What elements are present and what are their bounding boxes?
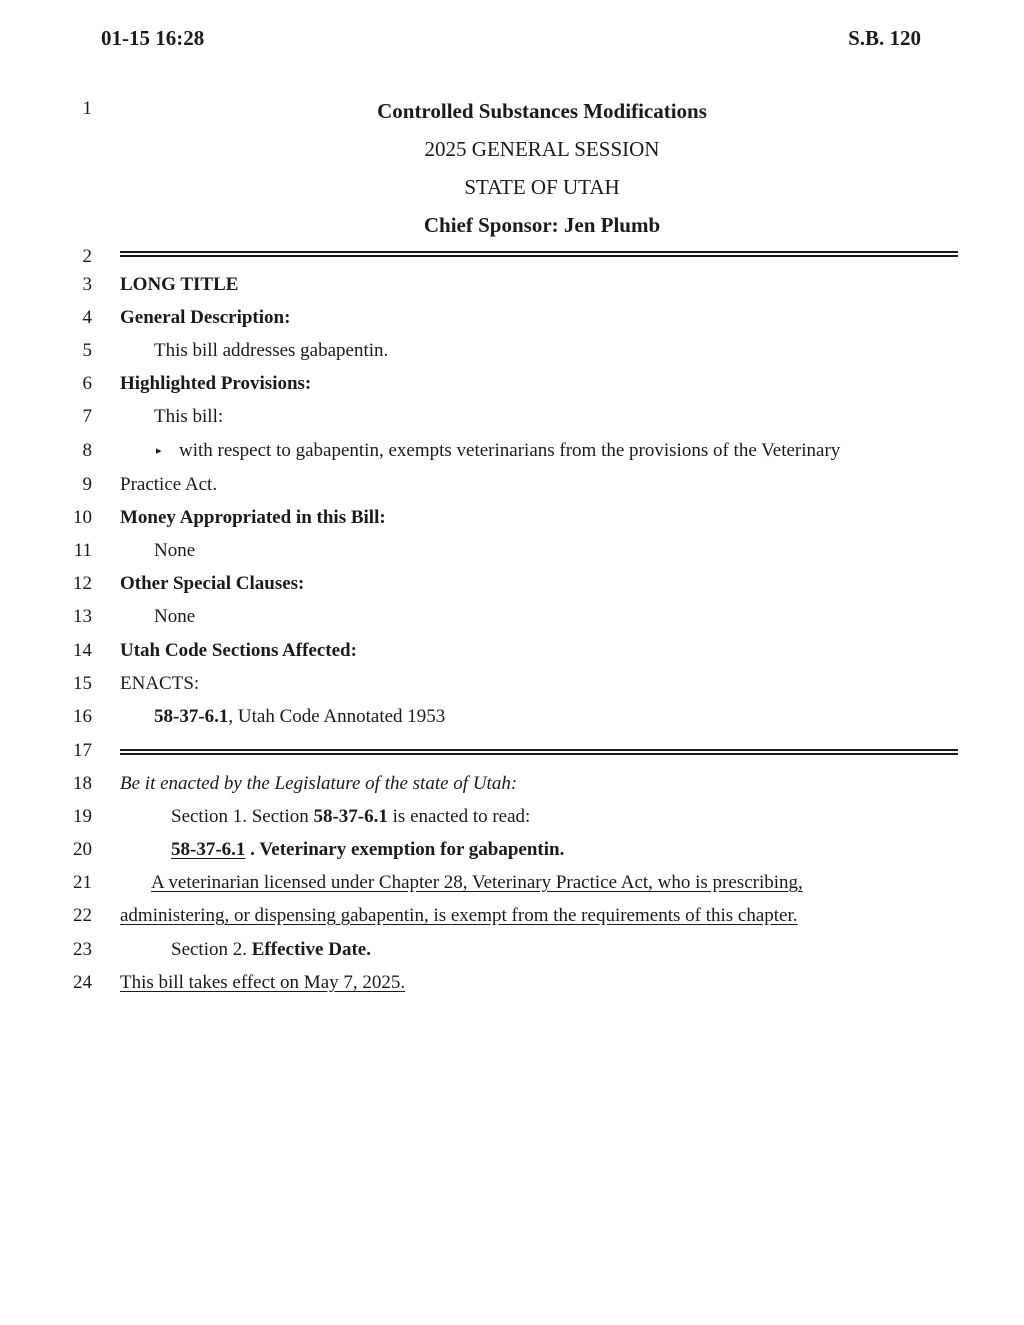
session-name: 2025 GENERAL SESSION [424, 137, 660, 161]
line-number: 14 [73, 640, 92, 661]
line-number: 22 [73, 905, 92, 926]
effective-date-text: This bill takes effect on May 7, 2025. [120, 972, 406, 993]
section-2-title: Effective Date. [251, 939, 371, 960]
double-rule-top [120, 251, 958, 257]
line-number: 6 [82, 373, 92, 394]
general-description-heading: General Description: [120, 307, 291, 328]
line-number: 10 [73, 507, 92, 528]
bill-title: Controlled Substances Modifications [377, 99, 707, 123]
general-description-text: This bill addresses gabapentin. [154, 340, 389, 361]
state-name: STATE OF UTAH [464, 175, 620, 199]
line-number: 3 [82, 274, 92, 295]
line-number: 8 [82, 440, 92, 461]
provision-text-line1: with respect to gabapentin, exempts veterinarians from the provisions of the Veterinary [179, 440, 841, 461]
highlighted-provisions-heading: Highlighted Provisions: [120, 373, 312, 394]
line-number: 24 [73, 972, 92, 993]
line-number: 5 [82, 340, 92, 361]
provision-item [154, 440, 840, 464]
line-number: 12 [73, 573, 92, 594]
code-sections-heading: Utah Code Sections Affected: [120, 640, 357, 661]
line-number: 19 [73, 806, 92, 827]
section-heading [171, 839, 564, 861]
section-2-line [171, 939, 371, 961]
other-special-clauses-heading: Other Special Clauses: [120, 573, 305, 594]
section-1-number: 58-37-6.1 [313, 806, 388, 827]
double-rule-bottom [120, 749, 958, 755]
section-heading-title: . Veterinary exemption for gabapentin. [245, 839, 565, 860]
line-number: 4 [82, 307, 92, 328]
line-number: 20 [73, 839, 92, 860]
section-heading-number: 58-37-6.1 [171, 839, 246, 860]
enacts-section-rest: , Utah Code Annotated 1953 [228, 706, 446, 727]
line-number: 23 [73, 939, 92, 960]
line-number: 11 [73, 540, 92, 561]
line-number: 18 [73, 773, 92, 794]
section-1-line [171, 806, 530, 828]
enacts-entry [154, 706, 445, 728]
line-number: 13 [73, 606, 92, 627]
section-2-prefix: Section 2. [171, 939, 252, 960]
header-date: 01-15 16:28 [101, 26, 205, 50]
header-bill-number: S.B. 120 [848, 26, 921, 50]
line-number: 1 [82, 98, 92, 119]
bullet-triangle-icon: ▸ [156, 445, 162, 457]
enacts-section-number: 58-37-6.1 [154, 706, 229, 727]
section-1-suffix: is enacted to read: [387, 806, 531, 827]
line-number: 2 [82, 246, 92, 267]
other-special-clauses-value: None [154, 606, 196, 627]
enacted-text-line1: A veterinarian licensed under Chapter 28, Veterinary Practice Act, who is prescribing, [151, 872, 803, 893]
provision-text-line2: Practice Act. [120, 474, 218, 495]
money-appropriated-heading: Money Appropriated in this Bill: [120, 507, 386, 528]
this-bill-text: This bill: [154, 406, 224, 427]
line-number: 17 [73, 740, 92, 761]
line-number: 7 [82, 406, 92, 427]
line-number: 21 [73, 872, 92, 893]
enacting-clause: Be it enacted by the Legislature of the state of Utah: [120, 773, 518, 794]
line-number: 9 [82, 474, 92, 495]
section-1-prefix: Section 1. Section [171, 806, 314, 827]
line-number: 15 [73, 673, 92, 694]
enacted-text-line2: administering, or dispensing gabapentin, is exempt from the requirements of this chapter. [120, 905, 798, 926]
enacts-label: ENACTS: [120, 673, 200, 694]
long-title-heading: LONG TITLE [120, 274, 239, 295]
line-number: 16 [73, 706, 92, 727]
money-appropriated-value: None [154, 540, 196, 561]
chief-sponsor: Chief Sponsor: Jen Plumb [423, 213, 661, 237]
